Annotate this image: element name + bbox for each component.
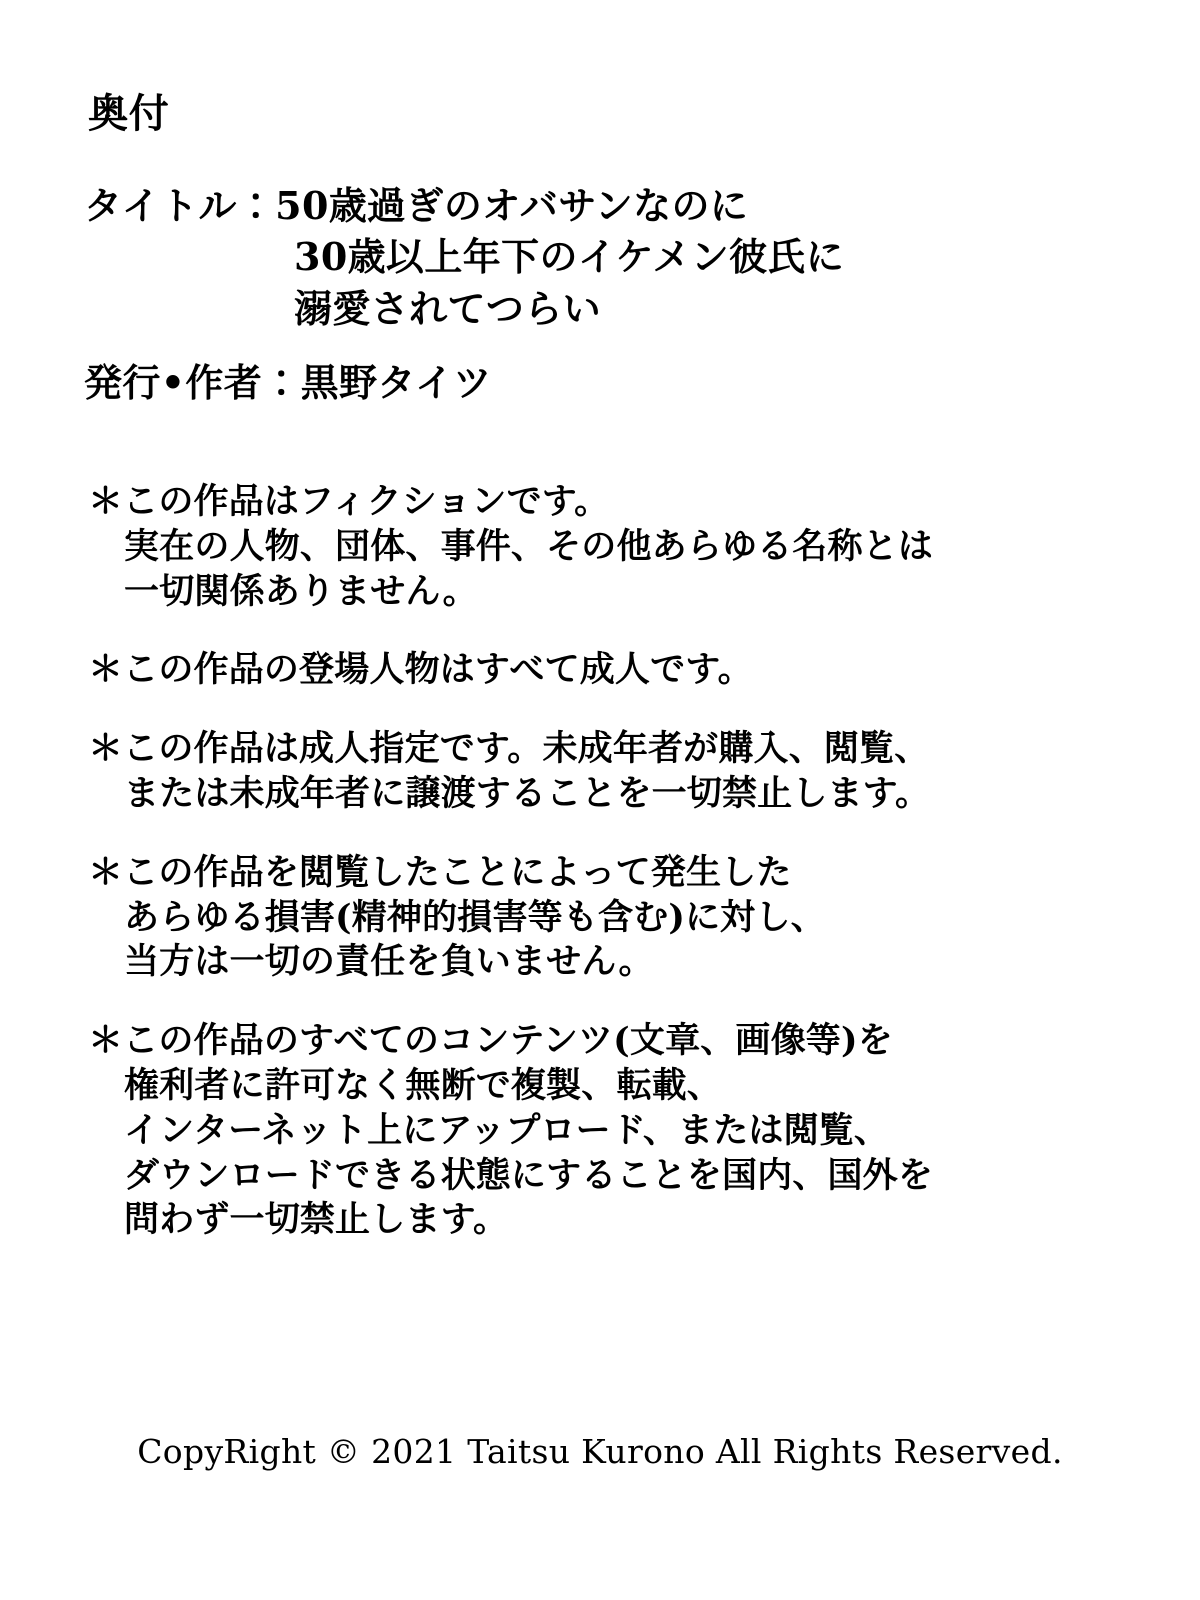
title-line-2: 30歳以上年下のイケメン彼氏に	[294, 234, 845, 280]
notice-line: インターネット上にアップロード、または閲覧、	[124, 1109, 890, 1151]
notice-item	[88, 1019, 1118, 1243]
title-block	[84, 180, 1124, 334]
notice-line: ＊この作品の登場人物はすべて成人です。	[88, 649, 753, 691]
notice-line: ダウンロードできる状態にすることを国内、国外を	[124, 1154, 934, 1196]
notice-item	[88, 480, 1118, 614]
notice-line: 一切関係ありません。	[124, 570, 478, 612]
notice-line: ＊この作品は成人指定です。未成年者が購入、閲覧、	[88, 728, 930, 770]
copyright-notice: CopyRight © 2021 Taitsu Kurono All Rights Reserved.	[137, 1432, 1063, 1471]
notice-line: 問わず一切禁止します。	[124, 1199, 509, 1241]
notice-line: または未成年者に譲渡することを一切禁止します。	[124, 772, 931, 814]
notice-line: ＊この作品を閲覧したことによって発生した	[88, 851, 792, 893]
author-line: 発行•作者：黒野タイツ	[84, 360, 492, 405]
notice-line: あらゆる損害(精神的損害等も含む)に対し、	[124, 896, 826, 938]
notice-item	[88, 851, 1118, 985]
notice-line: 実在の人物、団体、事件、その他あらゆる名称とは	[124, 525, 934, 567]
notice-item	[88, 648, 1118, 693]
title-line-3: 溺愛されてつらい	[294, 285, 602, 331]
title-line-1: タイトル：50歳過ぎのオバサンなのに	[84, 183, 749, 228]
notice-line: ＊この作品はフィクションです。	[88, 481, 610, 522]
notice-line: ＊この作品のすべてのコンテンツ(文章、画像等)を	[88, 1020, 893, 1062]
notice-line: 権利者に許可なく無断で複製、転載、	[124, 1064, 722, 1106]
notice-item	[88, 727, 1118, 817]
page-title: 奥付	[88, 90, 170, 137]
notice-line: 当方は一切の責任を負いません。	[124, 941, 654, 983]
notices-list	[88, 480, 1118, 1277]
